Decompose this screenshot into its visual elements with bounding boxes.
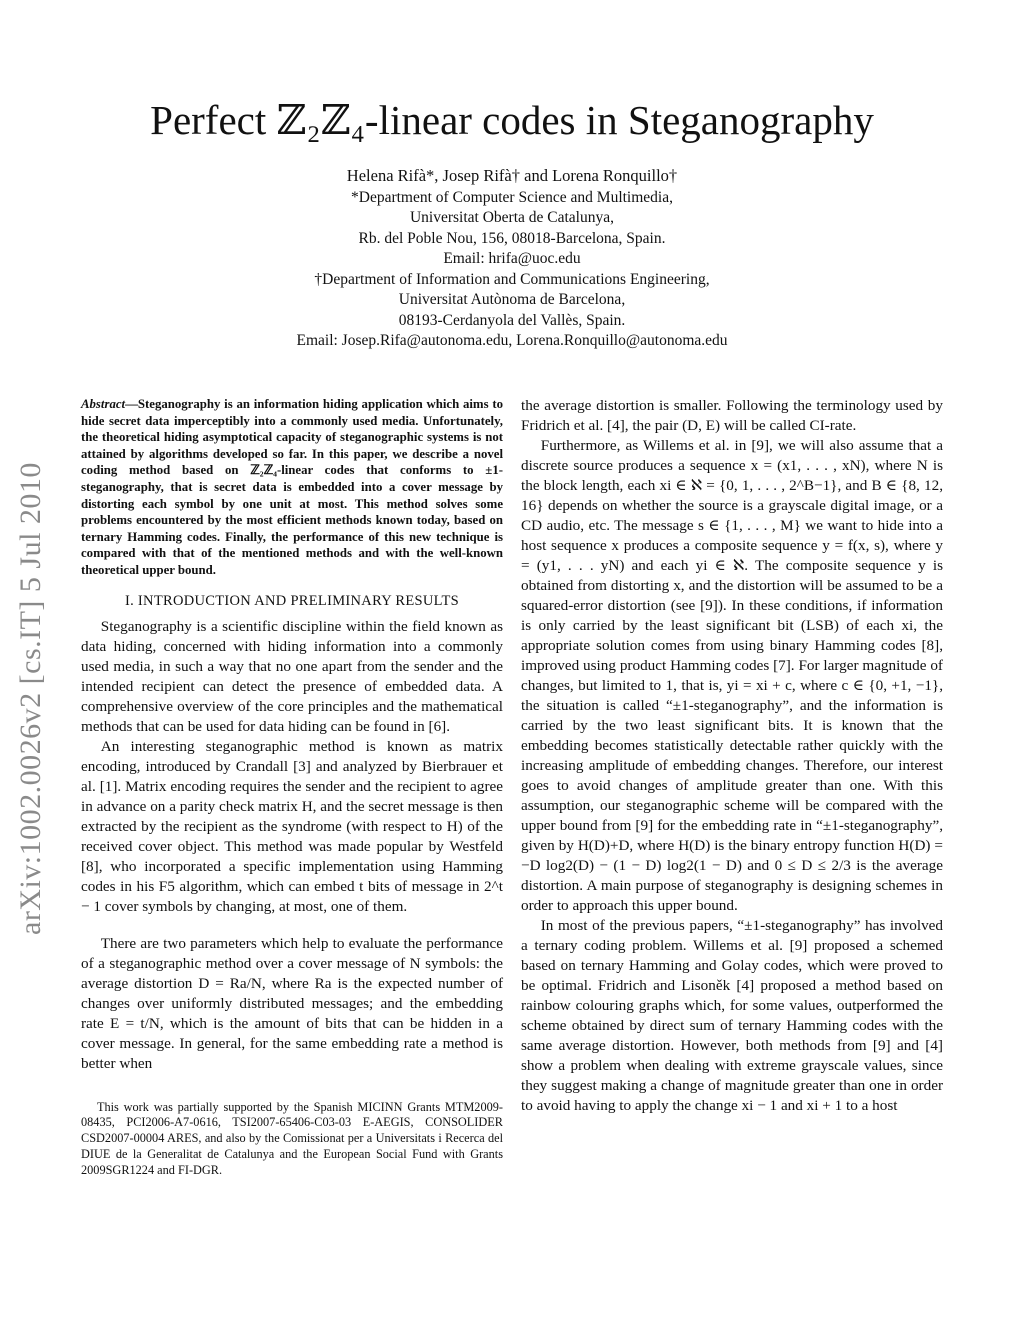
author-email: Email: hrifa@uoc.edu bbox=[443, 250, 581, 267]
body-paragraph: Furthermore, as Willems et al. in [9], we will also assume that a discrete source produces a sequence x = (x1, . . . , xN), where N is the block length, each xi ∈ ℵ = {0, 1, . . . , 2^B−1}, and B ∈ {8, 12, 16} depends on whether the source is a grayscale digital image, or a CD audio, etc. The message s ∈ {1, . . . , M} we want to hide into a host sequence x produces a composite sequence y = f(x, s), where y = (y1, . . . yN) and each yi ∈ ℵ. The composite sequence y is obtained from distorting x, and the distortion will be assumed to be a squared-error distortion (see [9]). In these conditions, if information is only carried by the least significant bit (LSB) of each xi, the appropriate solution comes from using binary Hamming codes [8], improved using product Hamming codes [7]. For larger magnitude of changes, but limited to 1, that is, yi = xi + c, where c ∈ {0, +1, −1}, the situation is called “±1-steganography”, and the information is carried by the two least significant bits. It is known that the embedding becomes statistically detectable rather quickly with the increasing amplitude of embedding changes. Therefore, our interest goes to avoid changes of amplitude greater than one. With this assumption, our steganographic scheme will be compared with the upper bound from [9] for the embedding rate in “±1-steganography”, given by H(D)+D, where H(D) is the binary entropy function H(D) = −D log2(D) − (1 − D) log2(1 − D) and 0 ≤ D ≤ 2/3 is the average distortion. A main purpose of steganography is designing schemes in order to approach this upper bound. bbox=[521, 437, 943, 914]
body-paragraph: the average distortion is smaller. Following the terminology used by Fridrich et al. [4], the pair (D, E) will be called CI-rate. bbox=[521, 397, 943, 434]
abstract bbox=[81, 396, 503, 579]
affiliation-line: †Department of Information and Communications Engineering, bbox=[314, 270, 710, 288]
affiliation-line: Rb. del Poble Nou, 156, 08018-Barcelona, Spain. bbox=[358, 229, 666, 247]
body-paragraph: In most of the previous papers, “±1-steganography” has involved a ternary coding problem. Willems et al. [9] proposed a schemed based on ternary Hamming and Golay codes, which were proved to be optimal. Fridrich and Lisoněk [4] proposed a method based on rainbow colouring graphs which, for some values, outperformed the scheme obtained by direct sum of ternary Hamming codes with the same average distortion. However, both methods from [9] and [4] show a problem when dealing with extreme grayscale values, since they suggest making a change of magnitude greater than one in order to avoid having to apply the change xi − 1 and xi + 1 to a host bbox=[521, 917, 943, 1114]
body-paragraph: An interesting steganographic method is known as matrix encoding, introduced by Crandall [3] and analyzed by Bierbrauer et al. [1]. Matrix encoding requires the sender and the recipient to agree in advance on a parity check matrix H, and the secret message is then extracted by the recipient as the syndrome (with respect to H) of the received cover object. This method was made popular by Westfeld [8], who incorporated a specific implementation using Hamming codes in his F5 algorithm, which can embed t bits of message in 2^t − 1 cover symbols by changing, at most, one of them. bbox=[81, 737, 503, 915]
author-names: Helena Rifà*, Josep Rifà† and Lorena Ronquillo† bbox=[346, 166, 678, 185]
affiliation-line: 08193-Cerdanyola del Vallès, Spain. bbox=[398, 311, 626, 329]
body-paragraph: There are two parameters which help to evaluate the performance of a steganographic method over a cover message of N symbols: the average distortion D = Ra/N, where Ra is the expected number of changes over uniformly distributed messages; and the embedding rate E = t/N, which is the amount of bits that can be hidden in a cover message. In general, for the same embedding rate a method is better when bbox=[81, 934, 503, 1072]
right-column bbox=[521, 396, 943, 1116]
affiliation-line: Universitat Autònoma de Barcelona, bbox=[398, 291, 626, 308]
affiliation-line: Universitat Oberta de Catalunya, bbox=[409, 209, 614, 226]
body-paragraph: Steganography is a scientific discipline within the field known as data hiding, concerned with hiding information into a commonly used media, in such a way that no one apart from the sender and the intended recipient can detect the presence of embedded data. A comprehensive overview of the core principles and the mathematical methods that can be used for data hiding can be found in [6]. bbox=[81, 617, 503, 735]
abstract-text: —Steganography is an information hiding application which aims to hide secret data imperceptibly into a commonly used media. Unfortunately, the theoretical hiding asymptotical capacity of steganographic systems is not attained by algorithms developed so far. In this paper, we describe a novel coding method based on ℤ₂ℤ₄-linear codes that conforms to ±1-steganography, that is secret data is embedded into a cover message by distorting each symbol by one unit at most. This method solves some problems encountered by the most efficient methods known today, based on ternary Hamming codes. Finally, the performance of this new technique is compared with that of the mentioned methods and with the well-known theoretical upper bound. bbox=[81, 397, 503, 577]
abstract-label: Abstract bbox=[81, 397, 126, 411]
author-email: Email: Josep.Rifa@autonoma.edu, Lorena.Ronquillo@autonoma.edu bbox=[296, 332, 728, 349]
paper-title: Perfect ℤ₂ℤ₄-linear codes in Steganography bbox=[150, 97, 874, 143]
affiliation-line: *Department of Computer Science and Multimedia, bbox=[351, 188, 673, 206]
arxiv-identifier: arXiv:1002.0026v2 [cs.IT] 5 Jul 2010 bbox=[14, 462, 47, 935]
author-block bbox=[0, 166, 1024, 352]
footnote: This work was partially supported by the Spanish MICINN Grants MTM2009-08435, PCI2006-A7-0616, TSI2007-65406-C03-03 E-AEGIS, CONSOLIDER CSD2007-00004 ARES, and also by the Comissionat per a Universitats i Recerca del DIUE de la Generalitat de Catalunya and the European Social Fund with Grants 2009SGR1224 and FI-DGR. bbox=[81, 1099, 503, 1177]
section-heading: I. INTRODUCTION AND PRELIMINARY RESULTS bbox=[124, 592, 460, 609]
left-column bbox=[81, 396, 503, 1179]
